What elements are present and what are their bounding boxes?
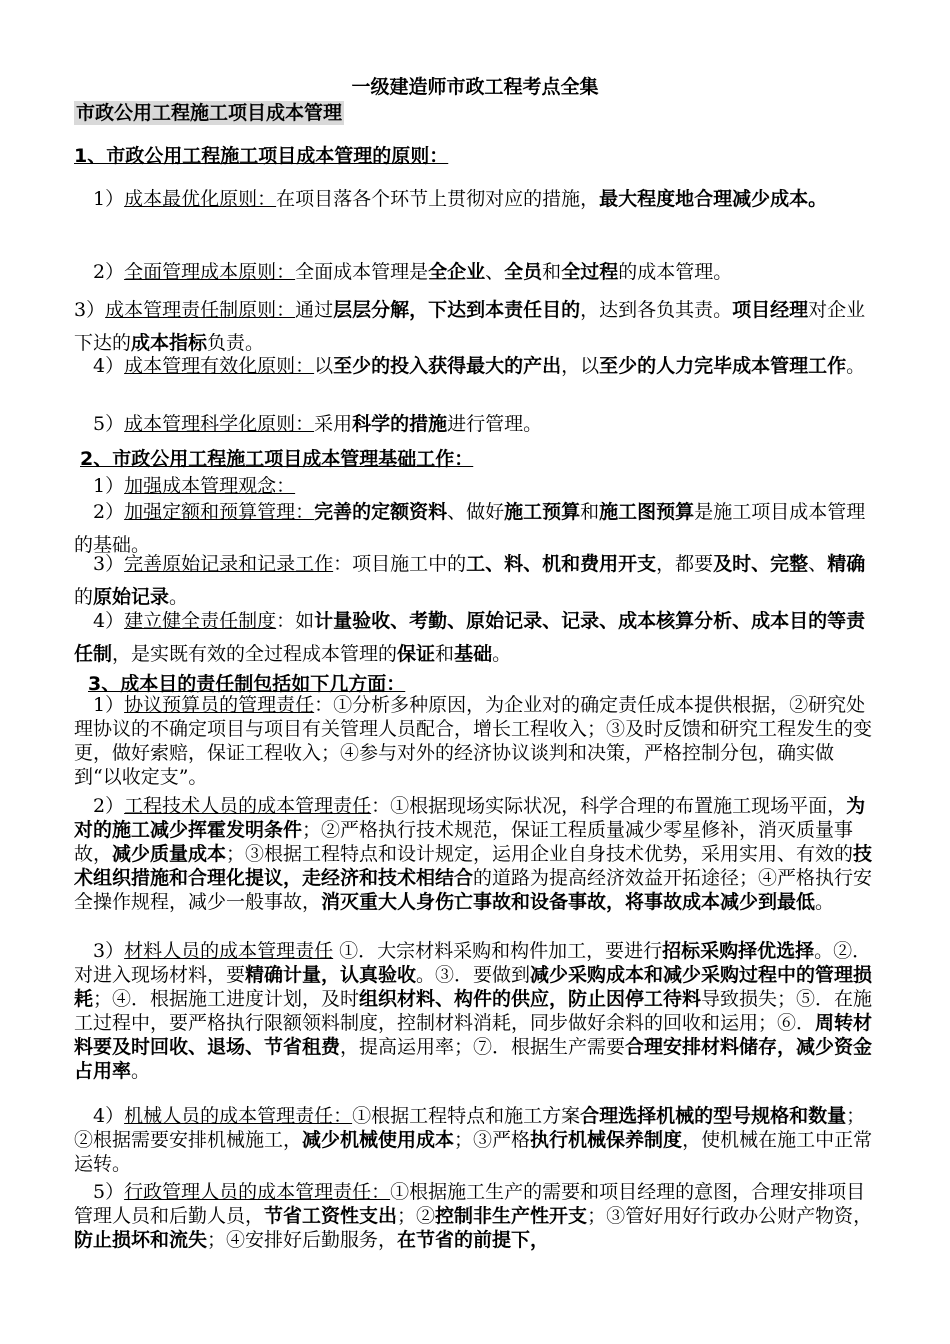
paragraph bbox=[74, 939, 880, 1083]
body-text: 、 bbox=[485, 261, 505, 283]
body-text: 1） bbox=[74, 694, 125, 716]
body-text: ，提高运用率；⑦．根据生产需要 bbox=[340, 1036, 626, 1058]
bold-text: 基础 bbox=[454, 643, 493, 665]
body-text: 。 bbox=[169, 586, 189, 608]
underlined-label: 机械人员的成本管理责任： bbox=[124, 1105, 353, 1127]
body-text: ：①分析多种原因，为企业对的确定责任成本提供根据，②研究处理协议的不确定项目与项目有关管理人员配合，增长工程收入；③及时反馈和研究工程发生的变更，做好索赔，保证工程收入；④参与对外的经济协议谈判和决策，严格控制分包，确实做到“以收定支”。 bbox=[74, 694, 873, 788]
body-text: 进行管理。 bbox=[447, 413, 543, 435]
body-text: 负责。 bbox=[207, 332, 265, 354]
document-title: 一级建造师市政工程考点全集 bbox=[351, 76, 599, 98]
body-text: ：①根据现场实际状况，科学合理的布置施工现场平面， bbox=[371, 795, 847, 817]
body-text: ；② bbox=[397, 1205, 436, 1227]
body-text: 2） bbox=[74, 501, 125, 523]
body-text: 在项目落各个环节上贯彻对应的措施， bbox=[276, 188, 600, 210]
body-text: ①根据施工生产的需要和项目经理的意图，合理安排项目管理人员和后勤人员， bbox=[74, 1181, 866, 1227]
underlined-label: 成本管理责任制原则： bbox=[105, 299, 296, 321]
bold-text: 精确计量，认真验收 bbox=[245, 964, 417, 986]
bold-text: 控制非生产性开支 bbox=[435, 1205, 588, 1227]
bold-text: 层层分解，下达到本责任目的 bbox=[333, 299, 581, 321]
body-text: 4） bbox=[74, 1105, 125, 1127]
bold-text: 原始记录 bbox=[93, 586, 170, 608]
body-text: 和 bbox=[580, 501, 600, 523]
paragraph bbox=[74, 256, 880, 289]
body-text: ；②严格执行技术规范，保证工程质量减少零星修补，消灭质量事故， bbox=[74, 819, 854, 865]
underlined-label: 加强成本管理观念： bbox=[124, 475, 296, 497]
body-text: ；③严格 bbox=[454, 1129, 531, 1151]
bold-text: 科学的措施 bbox=[352, 413, 448, 435]
bold-text: 执行机械保养制度 bbox=[530, 1129, 683, 1151]
body-text: 5） bbox=[74, 413, 125, 435]
underlined-label: 建立健全责任制度 bbox=[124, 610, 277, 632]
body-text: ：项目施工中的 bbox=[333, 553, 467, 575]
body-text: 。 bbox=[492, 643, 512, 665]
bold-text: 及时、完整 bbox=[713, 553, 809, 575]
body-text: ，都要 bbox=[656, 553, 714, 575]
body-text: 。②．对进入现场材料，要 bbox=[74, 940, 872, 986]
bold-text: 全员 bbox=[504, 261, 543, 283]
body-text: 。③．要做到 bbox=[416, 964, 531, 986]
bold-text: 保证 bbox=[397, 643, 436, 665]
paragraph bbox=[74, 605, 880, 671]
bold-text: 在节省的前提下， bbox=[397, 1229, 550, 1251]
body-text: 3） bbox=[74, 553, 125, 575]
section-title: 市政公用工程施工项目成本管理 bbox=[76, 102, 343, 124]
body-text: 、做好 bbox=[447, 501, 505, 523]
body-text: 导致损失；⑤．在施工过程中，要严格执行限额领料制度，控制材料消耗，同步做好余料的回收和运用；⑥． bbox=[74, 988, 873, 1034]
underlined-label: 成本管理有效化原则： bbox=[124, 355, 315, 377]
bold-text: 合理选择机械的型号规格和数量 bbox=[580, 1105, 847, 1127]
body-text: ；④．根据施工进度计划，及时 bbox=[93, 988, 360, 1010]
body-text: 4） bbox=[74, 610, 125, 632]
underlined-label: 工程技术人员的成本管理责任 bbox=[124, 795, 372, 817]
body-text: 采用 bbox=[314, 413, 353, 435]
bold-text: 减少采购成本和减少采购过程中的管理损耗 bbox=[74, 964, 873, 1010]
bold-text: 招标采购择优选择 bbox=[662, 940, 815, 962]
body-text: 的成本管理。 bbox=[618, 261, 733, 283]
paragraph bbox=[74, 693, 880, 789]
heading-3: 3、成本目的责任制包括如下几方面： bbox=[88, 673, 406, 695]
body-text: ，使机械在施工中正常运转。 bbox=[74, 1129, 873, 1175]
body-text: 3） bbox=[74, 940, 125, 962]
bold-text: 施工图预算 bbox=[599, 501, 695, 523]
body-text: 和 bbox=[542, 261, 562, 283]
body-text: 是施工项目成本管理的基础。 bbox=[74, 501, 866, 556]
underlined-label: 成本管理科学化原则： bbox=[124, 413, 315, 435]
bold-text: 为对的施工减少挥霍发明条件 bbox=[74, 795, 866, 841]
paragraph bbox=[74, 1104, 880, 1176]
body-text: 全面成本管理是 bbox=[295, 261, 429, 283]
body-text: 1） bbox=[74, 188, 125, 210]
body-text: 以 bbox=[314, 355, 334, 377]
body-text: 、 bbox=[808, 553, 828, 575]
body-text: 。 bbox=[815, 891, 835, 913]
body-text: 2） bbox=[74, 795, 125, 817]
body-text: 3） bbox=[74, 299, 106, 321]
paragraph bbox=[74, 183, 880, 216]
underlined-label: 加强定额和预算管理： bbox=[124, 501, 315, 523]
bold-text: 防止损坏和流失 bbox=[74, 1229, 208, 1251]
body-text: ；③根据工程特点和设计规定，运用企业自身技术优势，采用实用、有效的 bbox=[226, 843, 854, 865]
underlined-label: 全面管理成本原则： bbox=[124, 261, 296, 283]
body-text: 5） bbox=[74, 1181, 125, 1203]
bold-text: 完善的定额资料 bbox=[314, 501, 448, 523]
body-text: 的 bbox=[74, 586, 94, 608]
bold-text: 成本指标 bbox=[131, 332, 208, 354]
bold-text: 精确 bbox=[827, 553, 866, 575]
body-text: 和 bbox=[435, 643, 455, 665]
heading-2: 2、市政公用工程施工项目成本管理基础工作： bbox=[80, 448, 474, 470]
body-text: ；③管好用好行政办公财产物资， bbox=[587, 1205, 873, 1227]
heading-1: 1、市政公用工程施工项目成本管理的原则： bbox=[74, 145, 449, 167]
bold-text: 施工预算 bbox=[504, 501, 581, 523]
body-text: ①．大宗材料采购和构件加工，要进行 bbox=[333, 940, 663, 962]
bold-text: 技术组织措施和合理化提议，走经济和技术相结合 bbox=[74, 843, 873, 889]
bold-text: 至少的投入获得最大的产出 bbox=[333, 355, 562, 377]
body-text: 。 bbox=[846, 355, 866, 377]
bold-text: 减少机械使用成本 bbox=[302, 1129, 455, 1151]
bold-text: 全过程 bbox=[561, 261, 619, 283]
bold-text: 节省工资性支出 bbox=[264, 1205, 398, 1227]
bold-text: 至少的人力完毕成本管理工作 bbox=[599, 355, 847, 377]
bold-text: 减少质量成本 bbox=[112, 843, 227, 865]
body-text: ；②根据需要安排机械施工， bbox=[74, 1105, 866, 1151]
body-text: 4） bbox=[74, 355, 125, 377]
bold-text: 消灭重大人身伤亡事故和设备事故，将事故成本减少到最低 bbox=[321, 891, 816, 913]
body-text: ；④安排好后勤服务， bbox=[207, 1229, 398, 1251]
bold-text: 周转材料要及时回收、退场、节省租费 bbox=[74, 1012, 873, 1058]
underlined-label: 协议预算员的管理责任 bbox=[124, 694, 315, 716]
body-text: ，是实既有效的全过程成本管理的 bbox=[112, 643, 398, 665]
body-text: 通过 bbox=[295, 299, 334, 321]
bold-text: 组织材料、构件的供应，防止因停工待料 bbox=[359, 988, 702, 1010]
body-text: ①根据工程特点和施工方案 bbox=[352, 1105, 581, 1127]
paragraph bbox=[74, 794, 880, 914]
paragraph bbox=[74, 350, 880, 383]
body-text: ，达到各负其责。 bbox=[580, 299, 733, 321]
body-text: 。 bbox=[131, 1060, 151, 1082]
paragraph bbox=[74, 408, 880, 441]
bold-text: 合理安排材料储存，减少资金占用率 bbox=[74, 1036, 873, 1082]
bold-text: 最大程度地合理减少成本。 bbox=[599, 188, 828, 210]
underlined-label: 成本最优化原则： bbox=[124, 188, 277, 210]
body-text: 对企业下达的 bbox=[74, 299, 866, 354]
bold-text: 工、料、机和费用开支 bbox=[466, 553, 657, 575]
underlined-label: 材料人员的成本管理责任 bbox=[124, 940, 334, 962]
bold-text: 计量验收、考勤、原始记录、记录、成本核算分析、成本目的等责任制 bbox=[74, 610, 866, 665]
bold-text: 项目经理 bbox=[732, 299, 809, 321]
paragraph bbox=[74, 1180, 880, 1252]
body-text: 的道路为提高经济效益开拓途径；④严格执行安全操作规程，减少一般事故， bbox=[74, 867, 873, 913]
bold-text: 全企业 bbox=[428, 261, 486, 283]
underlined-label: 完善原始记录和记录工作 bbox=[124, 553, 334, 575]
underlined-label: 行政管理人员的成本管理责任： bbox=[124, 1181, 391, 1203]
body-text: ，以 bbox=[561, 355, 600, 377]
body-text: 2） bbox=[74, 261, 125, 283]
body-text: ：如 bbox=[276, 610, 315, 632]
body-text: 1） bbox=[74, 475, 125, 497]
